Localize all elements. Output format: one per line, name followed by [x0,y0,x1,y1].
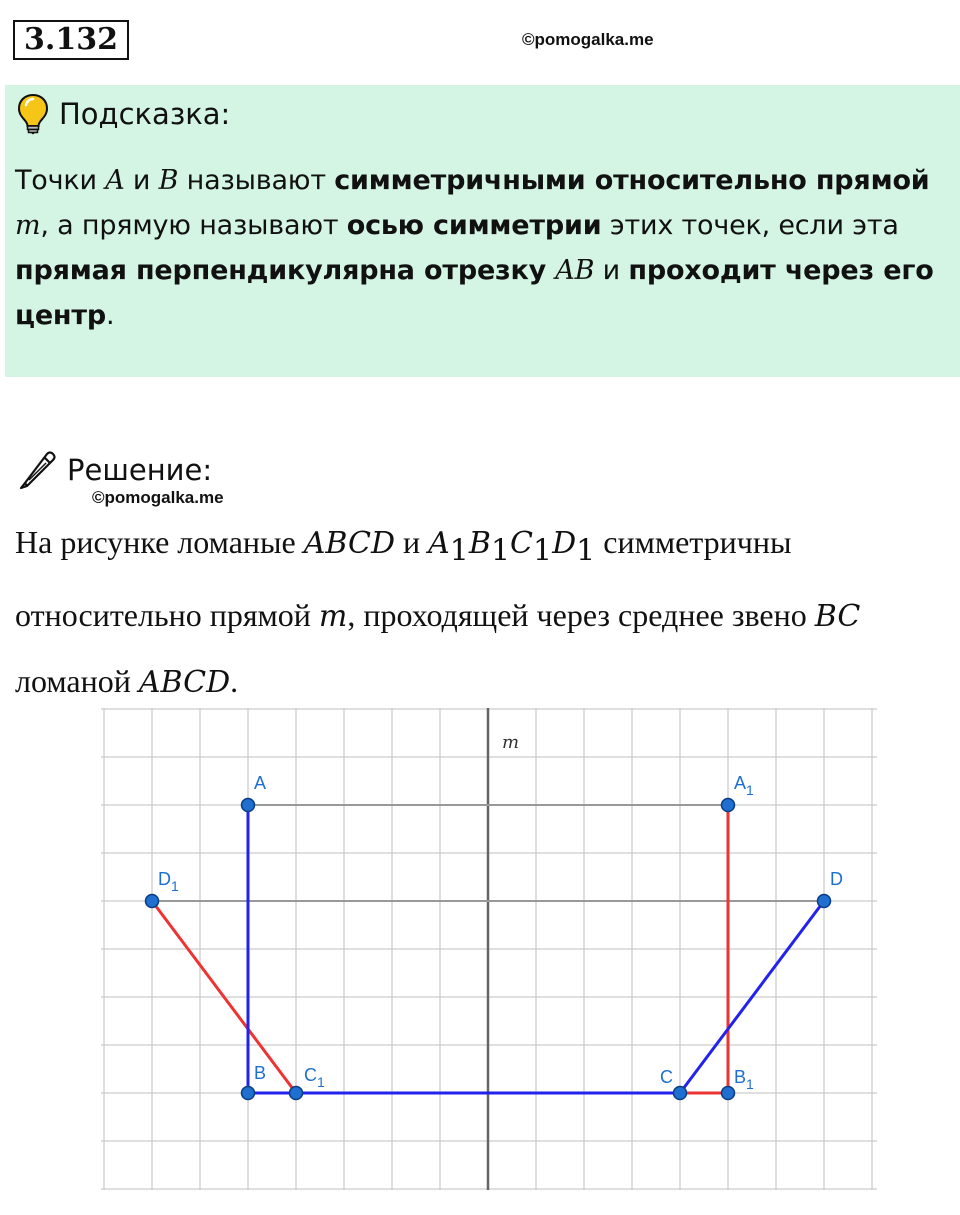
point-a1 [722,799,735,812]
hint-header [17,92,230,136]
task-number: 3.132 [13,20,129,60]
solution-segment: , проходящей через среднее звено [347,597,815,634]
hint-segment: A [105,165,125,196]
point-label-b [254,1063,266,1083]
solution-segment: 1 [576,533,596,569]
solution-segment: 1 [490,533,511,569]
hint-segment: этих точек, если эта [601,210,899,241]
point-label-d1 [158,869,179,894]
point-label-letter: D [158,869,171,889]
point-b [242,1087,255,1100]
point-b1 [722,1087,735,1100]
hint-segment: m [15,210,41,241]
hint-segment: Точки [15,165,106,196]
solution-segment: ломаной [15,663,139,700]
hint-title: Подсказка: [59,97,231,131]
point-label-letter: C [660,1067,673,1087]
solution-text [15,510,950,715]
point-label-c [660,1067,673,1087]
solution-segment: D [552,526,577,561]
solution-segment: ABCD [138,665,231,701]
point-label-subscript: 1 [746,1076,754,1092]
hint-segment: B [158,165,179,196]
solution-header [17,448,212,492]
solution-segment: ABCD [303,526,395,561]
solution-segment: симметричны относительно прямой [15,524,792,634]
solution-segment: и [395,524,429,560]
hint-text [15,158,950,338]
lightbulb-icon [17,93,49,135]
solution-segment: A [428,526,450,561]
solution-segment: На рисунке ломаные [15,524,304,560]
point-label-d [830,869,843,889]
solution-segment: B [468,526,491,561]
hint-segment: осью симметрии [346,210,602,241]
point-label-subscript: 1 [317,1074,325,1090]
point-c1 [290,1087,303,1100]
hint-segment: симметричными относительно прямой [334,165,930,196]
hint-segment: проходит через его центр [15,255,934,331]
point-label-subscript: 1 [746,782,754,798]
hint-segment: прямая перпендикулярна отрезку [15,255,556,286]
point-label-c1 [304,1065,325,1090]
pencil-icon [17,449,59,491]
hint-segment: AB [555,255,595,286]
hint-segment: , а прямую называют [40,210,347,241]
point-a [242,799,255,812]
symmetry-figure [95,700,885,1200]
point-c [674,1087,687,1100]
point-d1 [146,895,159,908]
solution-segment: 1 [533,533,553,569]
solution-title: Решение: [67,453,213,487]
watermark-middle: ©pomogalka.me [92,488,224,507]
point-label-letter: A [254,773,267,793]
hint-segment: . [105,300,115,331]
point-label-a1 [734,773,754,798]
point-label-letter: C [304,1065,317,1085]
hint-segment: и [124,165,159,196]
solution-segment: . [230,663,239,700]
axis-label-m: m [502,732,520,753]
point-label-letter: D [830,869,843,889]
point-label-letter: A [734,773,747,793]
point-label-letter: B [734,1067,747,1087]
solution-segment: BC [814,599,861,635]
watermark-top: ©pomogalka.me [522,30,654,49]
solution-segment: m [318,599,348,635]
hint-segment: и [594,255,629,286]
solution-segment: C [510,526,533,561]
point-label-subscript: 1 [171,878,179,894]
hint-segment: называют [178,165,335,196]
point-label-a [254,773,266,793]
point-label-letter: B [254,1063,267,1083]
solution-segment: 1 [449,533,469,569]
point-d [818,895,831,908]
point-label-b1 [734,1067,754,1092]
